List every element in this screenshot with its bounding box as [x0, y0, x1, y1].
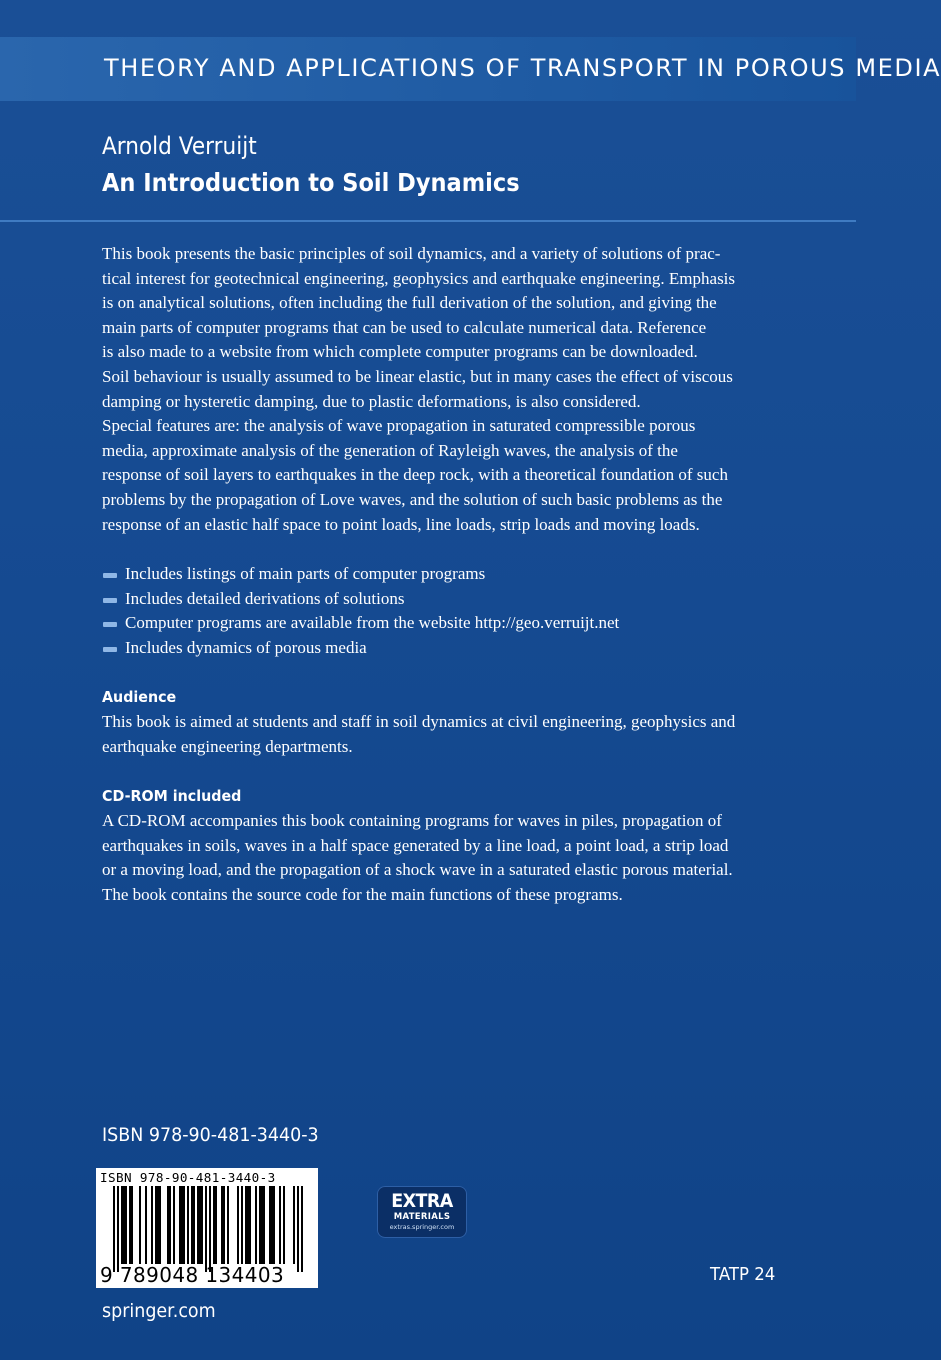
barcode-bar — [269, 1186, 271, 1264]
barcode-bar — [293, 1186, 295, 1264]
barcode-bar — [191, 1186, 193, 1264]
bullet-dash-icon — [103, 622, 117, 627]
barcode-bar — [221, 1186, 223, 1264]
feature-item — [102, 636, 619, 661]
barcode-bar — [193, 1186, 195, 1264]
description-line: problems by the propagation of Love waves, and the solution of such basic problems as the — [102, 489, 723, 509]
isbn-barcode — [96, 1168, 318, 1288]
barcode-bar — [259, 1186, 261, 1264]
barcode-bar — [297, 1186, 299, 1272]
barcode-bar — [237, 1186, 239, 1264]
feature-text: Includes listings of main parts of computer programs — [125, 564, 486, 583]
isbn-text: ISBN 978-90-481-3440-3 — [102, 1124, 319, 1146]
description-line: main parts of computer programs that can be used to calculate numerical data. Reference — [102, 317, 707, 337]
series-number: TATP 24 — [710, 1264, 776, 1285]
barcode-bar — [151, 1186, 153, 1264]
feature-item — [102, 611, 619, 636]
description-line: response of soil layers to earthquakes in the deep rock, with a theoretical foundation of such — [102, 465, 728, 485]
barcode-bar — [283, 1186, 285, 1264]
extra-materials-badge — [377, 1186, 467, 1238]
description-line: damping or hysteretic damping, due to plastic deformations, is also considered. — [102, 391, 641, 411]
audience-heading: Audience — [102, 688, 177, 706]
cdrom-text — [102, 809, 774, 907]
barcode-bar — [197, 1186, 199, 1264]
bullet-dash-icon — [103, 647, 117, 652]
barcode-isbn-label: ISBN 978-90-481-3440-3 — [100, 1170, 276, 1185]
barcode-bar — [121, 1186, 123, 1264]
barcode-bar — [179, 1186, 181, 1264]
barcode-bar — [157, 1186, 159, 1264]
barcode-bar — [223, 1186, 225, 1264]
badge-extra-label: EXTRA — [391, 1190, 453, 1212]
barcode-bar — [249, 1186, 251, 1264]
badge-materials-label: MATERIALS — [393, 1212, 451, 1222]
barcode-digits: 9 789048 134403 — [100, 1263, 285, 1287]
description — [102, 242, 774, 537]
feature-text: Computer programs are available from the website http://geo.verruijt.net — [125, 613, 620, 633]
cdrom-line: A CD-ROM accompanies this book containing programs for waves in piles, propagation of — [102, 811, 722, 830]
barcode-bar — [271, 1186, 273, 1264]
barcode-bar — [205, 1186, 207, 1272]
barcode-bar — [263, 1186, 265, 1264]
cdrom-line: or a moving load, and the propagation of a shock wave in a saturated elastic porous material. — [102, 860, 733, 880]
barcode-bar — [199, 1186, 201, 1264]
description-line: is on analytical solutions, often including the full derivation of the solution, and giving the — [102, 293, 717, 313]
barcode-bar — [201, 1186, 203, 1264]
description-line: media, approximate analysis of the generation of Rayleigh waves, the analysis of the — [102, 440, 678, 460]
title-divider — [0, 220, 856, 222]
barcode-bar — [167, 1186, 169, 1264]
barcode-bar — [173, 1186, 175, 1264]
description-line: Special features are: the analysis of wave propagation in saturated compressible porous — [102, 416, 696, 436]
barcode-bar — [155, 1186, 157, 1264]
bullet-dash-icon — [103, 598, 117, 603]
barcode-bar — [129, 1186, 131, 1264]
feature-list — [102, 562, 619, 660]
barcode-bar — [123, 1186, 125, 1264]
barcode-bar — [247, 1186, 249, 1264]
barcode-bar — [261, 1186, 263, 1264]
description-line: This book presents the basic principles of soil dynamics, and a variety of solutions of prac- — [102, 244, 721, 263]
barcode-bar — [113, 1186, 115, 1272]
cdrom-line: The book contains the source code for the main functions of these programs. — [102, 884, 623, 904]
barcode-bar — [241, 1186, 243, 1264]
barcode-bar — [125, 1186, 127, 1264]
description-line: Soil behaviour is usually assumed to be linear elastic, but in many cases the effect of viscous — [102, 366, 733, 386]
feature-text: Includes detailed derivations of solutions — [125, 588, 405, 608]
badge-url: extras.springer.com — [389, 1223, 455, 1231]
audience-text — [102, 710, 774, 759]
audience-line: earthquake engineering departments. — [102, 736, 353, 756]
cdrom-heading: CD-ROM included — [102, 787, 242, 805]
feature-item — [102, 562, 619, 587]
bullet-dash-icon — [103, 573, 117, 578]
barcode-bar — [139, 1186, 141, 1264]
barcode-bar — [215, 1186, 217, 1264]
barcode-bar — [183, 1186, 185, 1264]
barcode-bar — [159, 1186, 161, 1264]
barcode-bar — [255, 1186, 257, 1264]
barcode-bar — [169, 1186, 171, 1264]
barcode-bar — [181, 1186, 183, 1264]
barcode-bar — [227, 1186, 229, 1264]
barcode-bar — [279, 1186, 281, 1264]
barcode-bar — [209, 1186, 211, 1272]
barcode-bar — [187, 1186, 189, 1264]
barcode-bar — [273, 1186, 275, 1264]
audience-line: This book is aimed at students and staff in soil dynamics at civil engineering, geophysics and — [102, 712, 736, 731]
barcode-bar — [145, 1186, 147, 1264]
book-title: An Introduction to Soil Dynamics — [102, 168, 520, 197]
barcode-bar — [213, 1186, 215, 1264]
description-line: response of an elastic half space to point loads, line loads, strip loads and moving loads. — [102, 514, 700, 534]
barcode-bar — [301, 1186, 303, 1272]
feature-text: Includes dynamics of porous media — [125, 637, 367, 657]
barcode-bar — [131, 1186, 133, 1264]
feature-item — [102, 587, 619, 612]
author-name: Arnold Verruijt — [102, 132, 257, 160]
publisher-url: springer.com — [102, 1300, 216, 1322]
cdrom-line: earthquakes in soils, waves in a half space generated by a line load, a point load, a strip load — [102, 835, 729, 855]
barcode-bar — [245, 1186, 247, 1264]
series-title: THEORY AND APPLICATIONS OF TRANSPORT IN POROUS MEDIA — [104, 54, 941, 82]
description-line: tical interest for geotechnical engineering, geophysics and earthquake engineering. Emphasis — [102, 268, 736, 288]
barcode-bar — [117, 1186, 119, 1272]
description-line: is also made to a website from which complete computer programs can be downloaded. — [102, 342, 698, 362]
